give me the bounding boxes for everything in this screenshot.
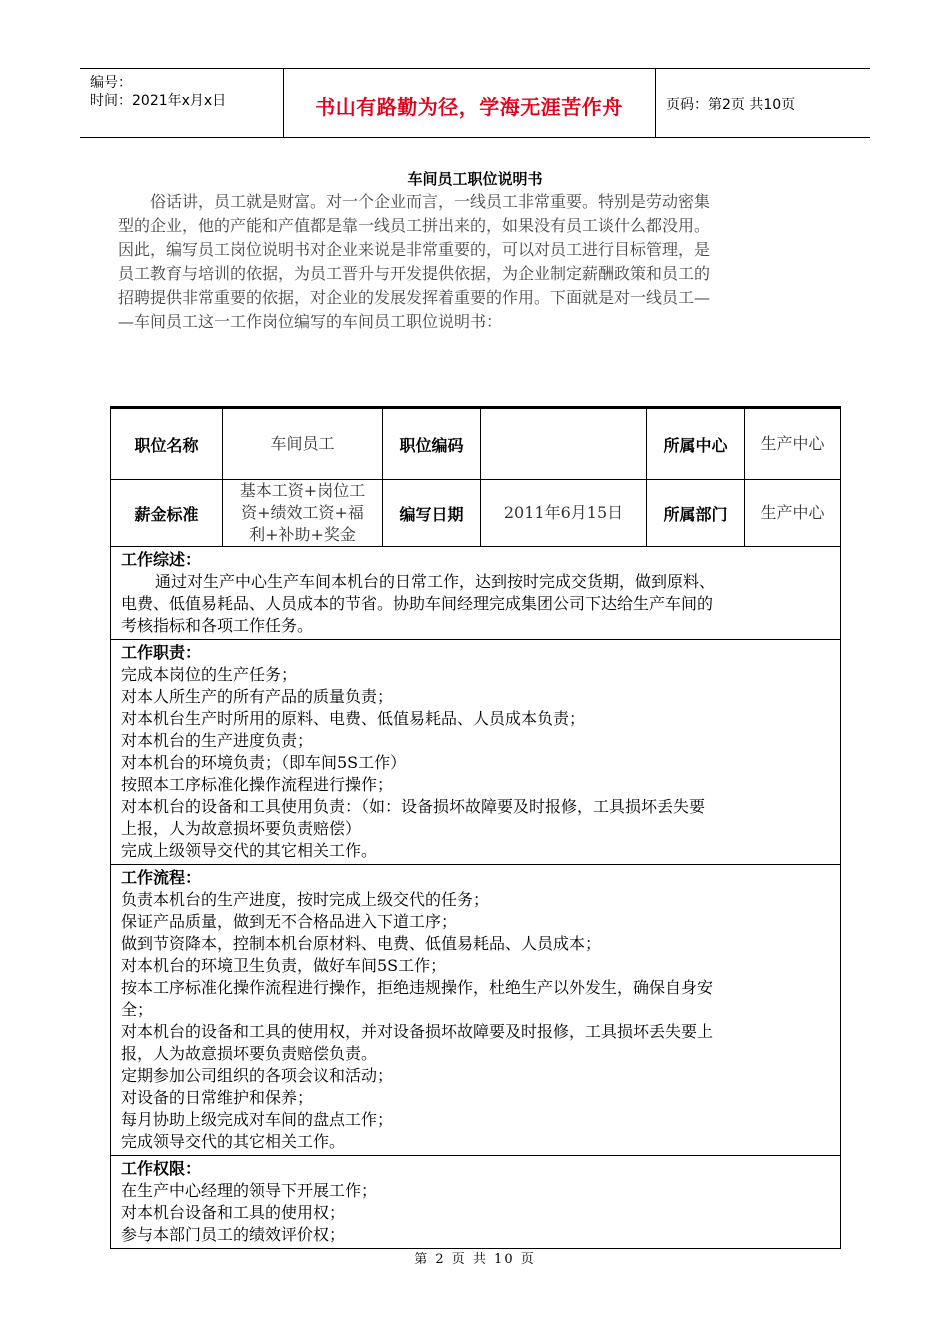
duties-section [111, 640, 841, 865]
table-row [111, 1156, 841, 1249]
summary-section [111, 547, 841, 640]
process-line: 全； [121, 1000, 154, 1019]
process-line: 保证产品质量，做到无不合格品进入下道工序； [121, 912, 458, 931]
center-label: 所属中心 [647, 408, 745, 480]
duties-line: 对本机台的生产进度负责； [121, 731, 314, 750]
job-description-table [110, 406, 841, 1249]
salary-line: 基本工资+岗位工 [239, 481, 366, 500]
authority-line: 参与本部门员工的绩效评价权； [121, 1225, 346, 1244]
duties-line: 完成上级领导交代的其它相关工作。 [121, 841, 378, 860]
intro-line: 招聘提供非常重要的依据，对企业的发展发挥着重要的作用。下面就是对一线员工— [118, 288, 711, 307]
document-title: 车间员工职位说明书 [407, 170, 543, 188]
date-value: 2011年6月15日 [481, 480, 647, 547]
salary-label: 薪金标准 [111, 480, 223, 547]
position-code-label: 职位编码 [383, 408, 481, 480]
process-line: 对本机台的设备和工具的使用权，并对设备损坏故障要及时报修，工具损坏丢失要上 [121, 1022, 714, 1041]
position-code-value [481, 408, 647, 480]
process-section [111, 865, 841, 1156]
summary-line: 通过对生产中心生产车间本机台的日常工作，达到按时完成交货期，做到原料、 [155, 572, 716, 591]
time-label: 时间：2021年x月x日 [90, 93, 227, 109]
process-line: 负责本机台的生产进度，按时完成上级交代的任务； [121, 890, 490, 909]
table-row [111, 408, 841, 480]
authority-title: 工作权限： [121, 1159, 202, 1178]
table-row [111, 480, 841, 547]
table-row [111, 865, 841, 1156]
table-row [111, 640, 841, 865]
duties-line: 对本机台生产时所用的原料、电费、低值易耗品、人员成本负责； [121, 709, 586, 728]
process-line: 做到节资降本，控制本机台原材料、电费、低值易耗品、人员成本； [121, 934, 602, 953]
intro-line: —车间员工这一工作岗位编写的车间员工职位说明书： [118, 312, 503, 331]
process-line: 每月协助上级完成对车间的盘点工作； [121, 1110, 394, 1129]
salary-value [223, 480, 383, 547]
intro-line: 型的企业，他的产能和产值都是靠一线员工拼出来的，如果没有员工谈什么都没用。 [118, 216, 711, 235]
process-title: 工作流程： [121, 868, 202, 887]
authority-line: 对本机台设备和工具的使用权； [121, 1203, 346, 1222]
duties-line: 按照本工序标准化操作流程进行操作； [121, 775, 394, 794]
department-label: 所属部门 [647, 480, 745, 547]
process-line: 报，人为故意损坏要负责赔偿负责。 [121, 1044, 378, 1063]
duties-line: 完成本岗位的生产任务； [121, 665, 298, 684]
header-page-info: 页码：第2页 共10页 [666, 97, 796, 113]
intro-line: 因此，编写员工岗位说明书对企业来说是非常重要的，可以对员工进行目标管理，是 [118, 240, 711, 259]
motto: 书山有路勤为径，学海无涯苦作舟 [315, 95, 623, 119]
intro-line: 员工教育与培训的依据，为员工晋升与开发提供依据，为企业制定薪酬政策和员工的 [118, 264, 711, 283]
duties-line: 对本机台的设备和工具使用负责：（如：设备损坏故障要及时报修，工具损坏丢失要 [121, 797, 706, 816]
duties-title: 工作职责： [121, 643, 202, 662]
process-line: 完成领导交代的其它相关工作。 [121, 1132, 346, 1151]
code-label: 编号： [90, 75, 132, 91]
position-name-label: 职位名称 [111, 408, 223, 480]
table-row [111, 547, 841, 640]
date-label: 编写日期 [383, 480, 481, 547]
summary-line: 考核指标和各项工作任务。 [121, 616, 314, 635]
salary-line: 资+绩效工资+福 [241, 503, 364, 522]
intro-line: 俗话讲，员工就是财富。对一个企业而言，一线员工非常重要。特别是劳动密集 [150, 192, 711, 211]
process-line: 按本工序标准化操作流程进行操作，拒绝违规操作，杜绝生产以外发生，确保自身安 [121, 978, 714, 997]
center-value: 生产中心 [745, 408, 841, 480]
department-value: 生产中心 [745, 480, 841, 547]
process-line: 对本机台的环境卫生负责，做好车间5S工作； [121, 956, 447, 975]
summary-title: 工作综述： [121, 550, 202, 569]
page-header [80, 68, 870, 138]
summary-line: 电费、低值易耗品、人员成本的节省。协助车间经理完成集团公司下达给生产车间的 [121, 594, 714, 613]
salary-line: 利+补助+奖金 [249, 525, 356, 544]
header-left-cell [80, 69, 284, 137]
authority-line: 在生产中心经理的领导下开展工作； [121, 1181, 378, 1200]
header-right-cell [656, 69, 870, 137]
process-line: 对设备的日常维护和保养； [121, 1088, 314, 1107]
intro-paragraph [118, 190, 828, 334]
duties-line: 上报，人为故意损坏要负责赔偿） [121, 819, 362, 838]
page-footer: 第 2 页 共 10 页 [414, 1252, 536, 1267]
process-line: 定期参加公司组织的各项会议和活动； [121, 1066, 394, 1085]
duties-line: 对本机台的环境负责；（即车间5S工作） [121, 753, 407, 772]
header-middle-cell [283, 69, 656, 137]
duties-line: 对本人所生产的所有产品的质量负责； [121, 687, 394, 706]
authority-section [111, 1156, 841, 1249]
position-name-value: 车间员工 [223, 408, 383, 480]
